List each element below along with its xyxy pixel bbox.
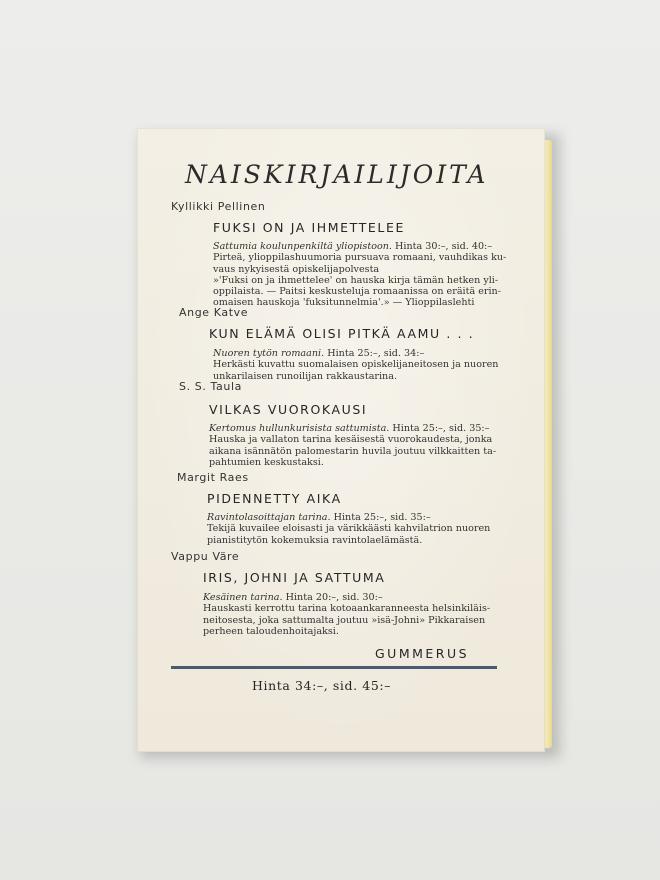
description-line: Pirteä, ylioppilashuumoria pursuava romaani, vauhdikas ku- (213, 252, 507, 264)
book-subtitle: Ravintolasoittajan tarina. (207, 512, 331, 523)
description-line: pianistitytön kokemuksia ravintolaelämästä. (207, 534, 423, 546)
description-line: Hauska ja vallaton tarina kesäisestä vuorokaudesta, jonka (209, 434, 493, 446)
book-price: Hinta 25:–, sid. 35:– (392, 423, 490, 434)
book-description (209, 423, 497, 468)
book-price: Hinta 25:–, sid. 34:– (327, 348, 425, 359)
description-line (213, 241, 493, 252)
description-line: Hauskasti kerrottu tarina kotoaankaranneesta helsinkiläis- (203, 603, 491, 615)
description-line: »'Fuksi on ja ihmettelee' on hauska kirja tämän hetken yli- (213, 274, 499, 286)
description-line: oppilaista. — Paitsi keskusteluja romaanissa on eräitä erin- (213, 286, 501, 298)
book-price: Hinta 25:–, sid. 35:– (333, 512, 431, 523)
description-line (207, 512, 471, 523)
description-line: omaisen hauskoja 'fuksitunnelmia'.» — Ylioppilaslehti (213, 297, 475, 309)
book-subtitle: Sattumia koulunpenkiltä yliopistoon. (213, 241, 392, 252)
book-subtitle: Kesäinen tarina. (203, 592, 283, 603)
book-back-cover (137, 128, 545, 752)
book-title: KUN ELÄMÄ OLISI PITKÄ AAMU . . . (209, 326, 475, 341)
book-title: PIDENNETTY AIKA (207, 491, 342, 506)
cover-price: Hinta 34:–, sid. 45:– (252, 678, 392, 693)
book-description (213, 348, 499, 382)
publisher-name: GUMMERUS (375, 646, 470, 661)
book-author: Vappu Väre (171, 550, 240, 563)
description-line: Herkästi kuvattu suomalaisen opiskelijaneitosen ja nuoren (213, 359, 499, 371)
description-line: pahtumien keskustaksi. (209, 456, 324, 468)
book-title: FUKSI ON JA IHMETTELEE (213, 220, 405, 235)
book-author: Margit Raes (177, 471, 249, 484)
book-title: IRIS, JOHNI JA SATTUMA (203, 570, 386, 585)
book-subtitle: Nuoren tytön romaani. (213, 348, 325, 359)
book-title: VILKAS VUOROKAUSI (209, 402, 368, 417)
description-line (209, 423, 490, 434)
book-author: Kyllikki Pellinen (171, 200, 266, 213)
cover-heading: NAISKIRJAILIJOITA (185, 160, 489, 189)
book-description (207, 512, 491, 546)
description-line: unkarilaisen runoilijan rakkaustarina. (213, 370, 398, 382)
description-line (203, 592, 467, 603)
book-author: Ange Katve (179, 306, 249, 319)
book-price: Hinta 20:–, sid. 30:– (285, 592, 383, 603)
divider-rule (171, 666, 497, 669)
book-author: S. S. Taula (179, 380, 242, 393)
book-description (203, 592, 491, 637)
description-line: perheen taloudenhoitajaksi. (203, 625, 339, 637)
book-description (213, 241, 507, 309)
book-subtitle: Kertomus hullunkurisista sattumista. (209, 423, 390, 434)
description-line: aikana isännätön palomestarin huvila joutuu vilkkaitten ta- (209, 445, 497, 457)
description-line: vaus nykyisestä opiskelijapolvesta (213, 263, 380, 275)
book-price: Hinta 30:–, sid. 40:– (395, 241, 493, 252)
description-line: neitosesta, joka sattumalta joutuu »isä-Johni» Pikkaraisen (203, 614, 486, 626)
description-line: Tekijä kuvailee eloisasti ja värikkäästi kahvilatrion nuoren (207, 523, 491, 535)
description-line (213, 348, 477, 359)
